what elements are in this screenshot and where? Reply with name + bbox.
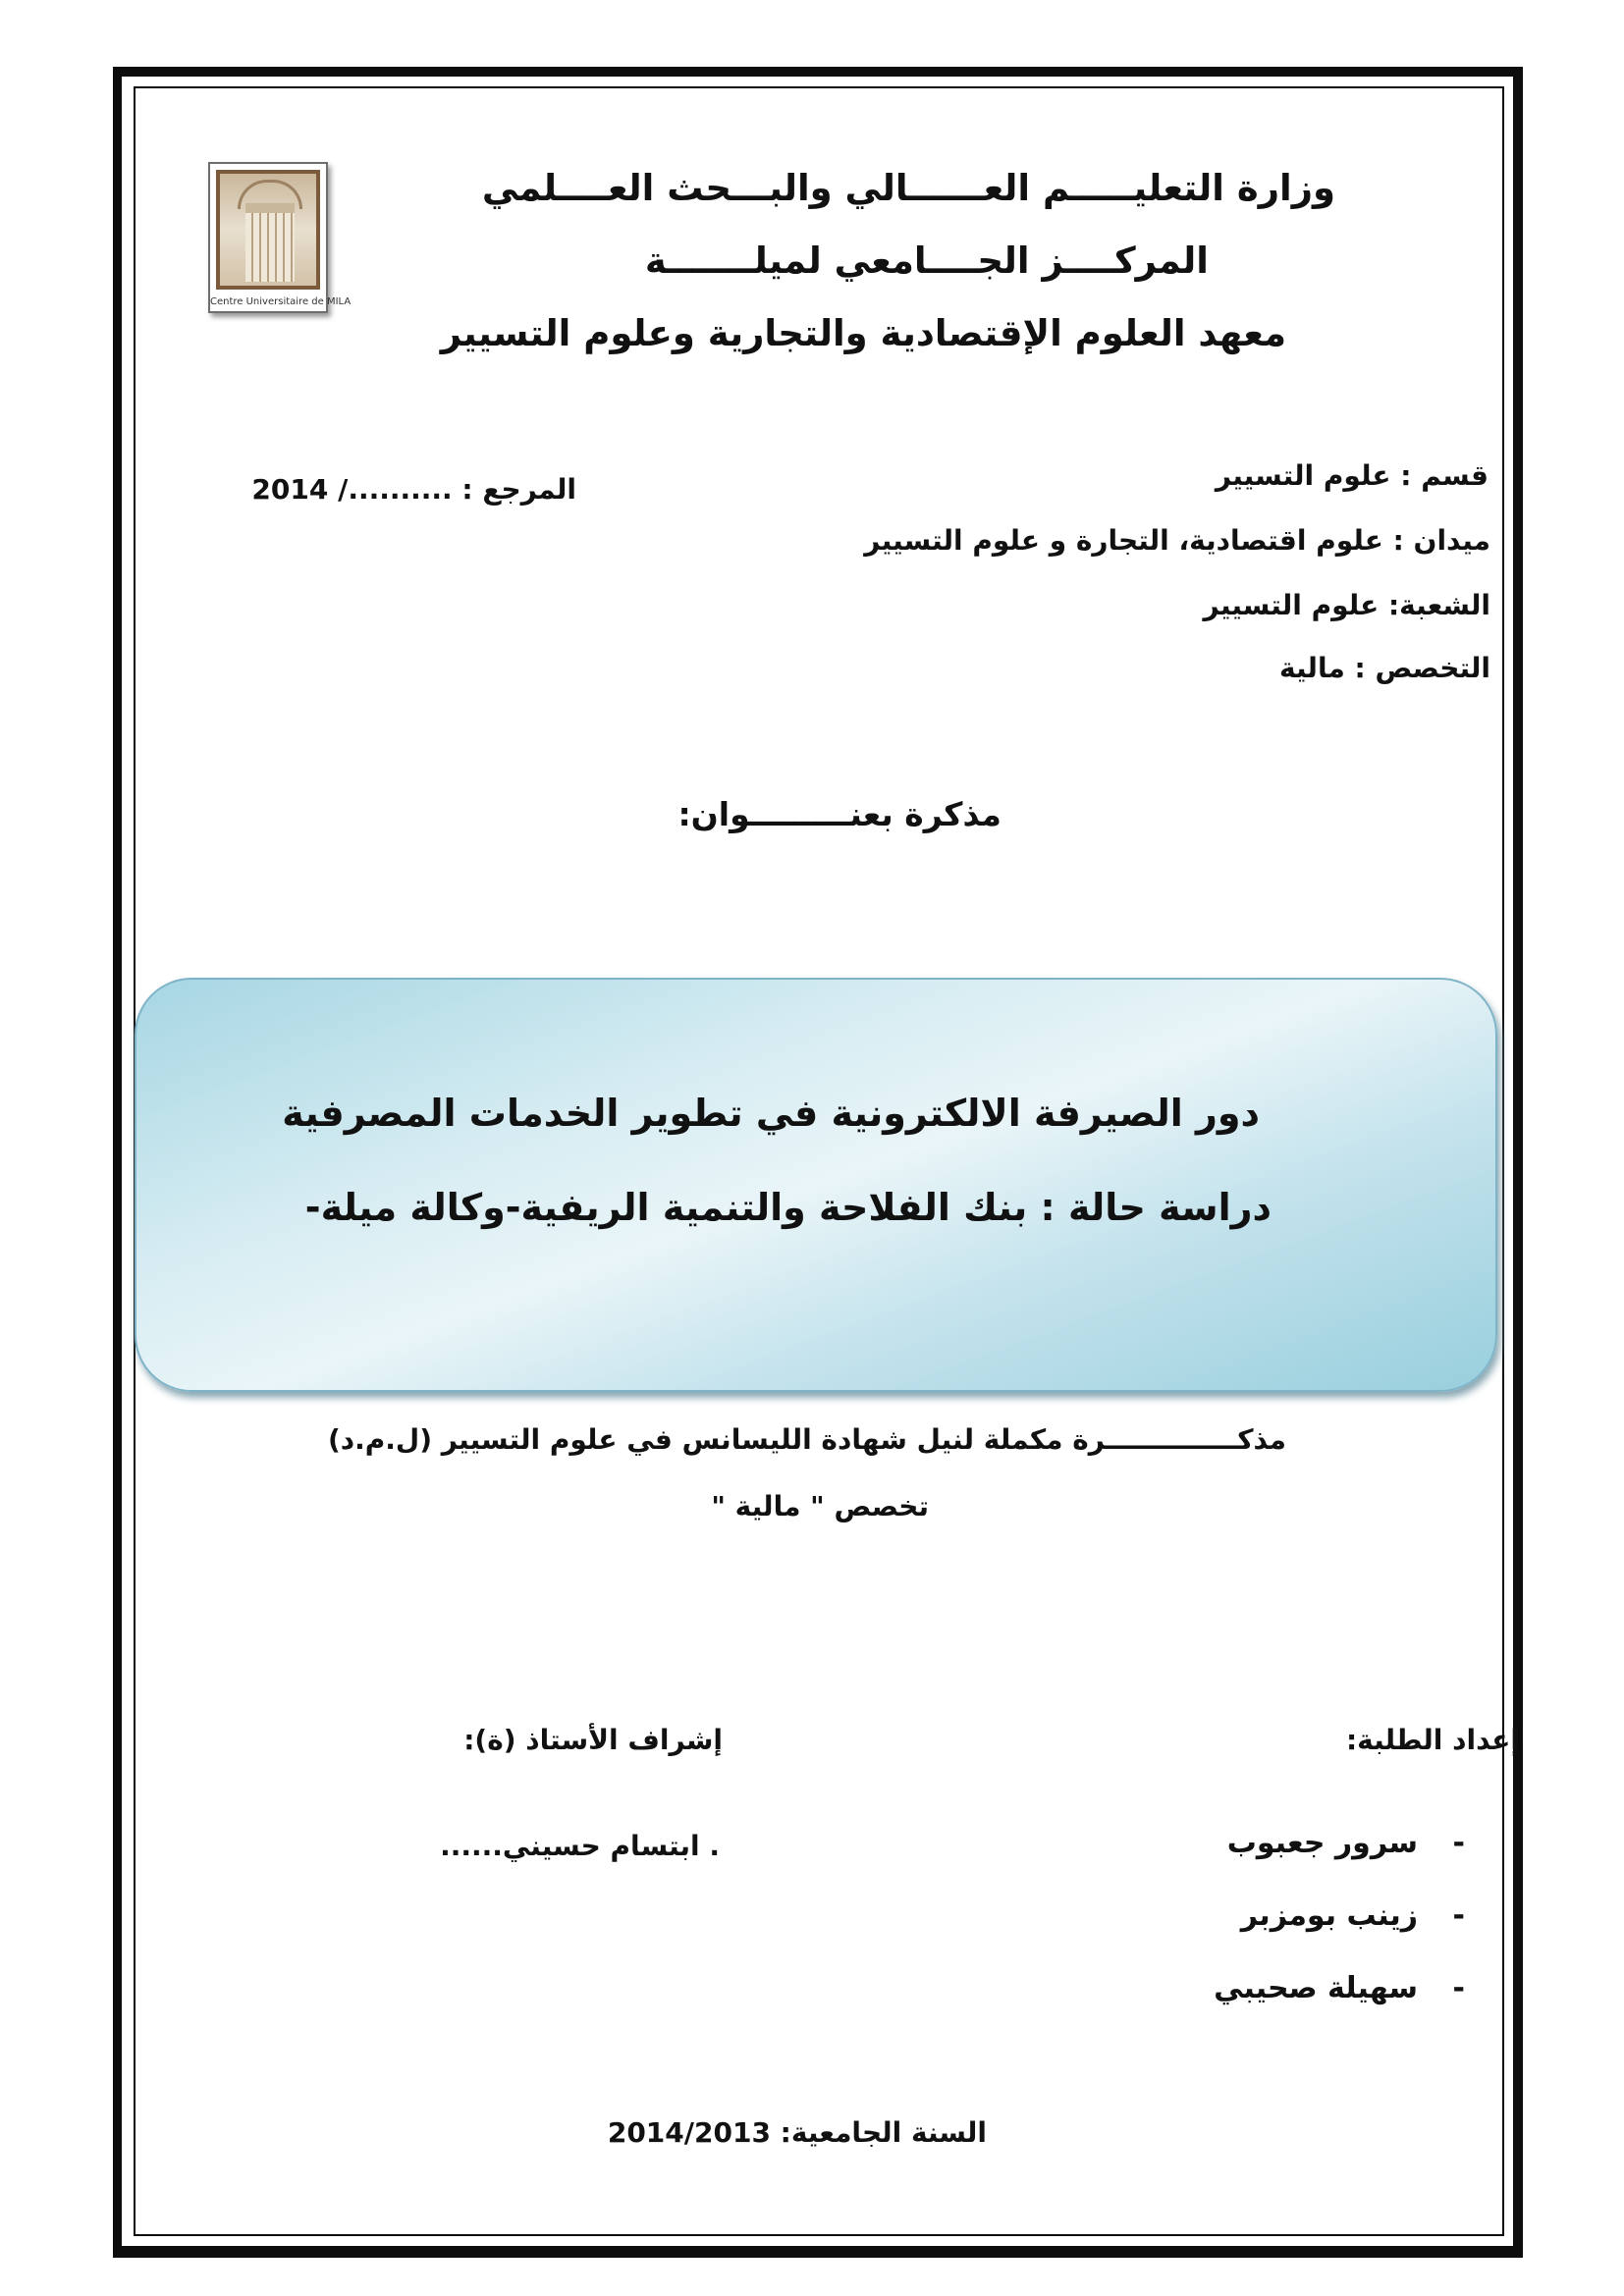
degree-line: مذكــــــــــــــرة مكملة لنيل شهادة الليسانس في علوم التسيير (ل.م.د) xyxy=(327,1423,1286,1456)
student-bullet: - xyxy=(1452,1898,1465,1933)
degree-specialty-line: تخصص " مالية " xyxy=(711,1490,929,1522)
supervisor-name: . ابتسام حسيني...... xyxy=(440,1830,720,1862)
institute-title: معهد العلوم الإقتصادية والتجارية وعلوم التسيير xyxy=(440,312,1286,354)
student-bullet: - xyxy=(1452,1826,1465,1860)
student-bullet: - xyxy=(1452,1971,1465,2005)
student-name: سهيلة صحيبي xyxy=(1214,1971,1418,2005)
memo-heading: مذكرة بعنـــــــــوان: xyxy=(677,795,1001,833)
logo-building-shape xyxy=(245,203,295,282)
university-center-title: المركــــز الجــــامعي لميلـــــــة xyxy=(644,240,1209,282)
supervisor-heading: إشراف الأستاذ (ة): xyxy=(463,1724,723,1756)
department-line: قسم : علوم التسيير xyxy=(1215,459,1489,492)
student-name: زينب بومزبر xyxy=(1240,1898,1418,1933)
thesis-title-line1: دور الصيرفة الالكترونية في تطوير الخدمات المصرفية xyxy=(282,1092,1260,1135)
title-box xyxy=(135,978,1497,1392)
thesis-title-line2: دراسة حالة : بنك الفلاحة والتنمية الريفية-وكالة ميلة- xyxy=(304,1186,1272,1229)
student-name: سرور جعبوب xyxy=(1226,1826,1418,1860)
logo-picture xyxy=(216,170,320,290)
logo-caption: Centre Universitaire de MILA xyxy=(210,296,352,307)
ministry-title: وزارة التعليـــــم العــــــالي والبـــحث العــــلمي xyxy=(481,167,1335,209)
academic-year: السنة الجامعية: 2014/2013 xyxy=(607,2116,987,2149)
reference-number: المرجع : ........../ 2014 xyxy=(251,473,576,506)
students-heading: إعداد الطلبة: xyxy=(1345,1724,1520,1756)
field-line: ميدان : علوم اقتصادية، التجارة و علوم التسيير xyxy=(864,524,1490,557)
university-logo-icon xyxy=(208,162,352,313)
specialty-line: التخصص : مالية xyxy=(1279,652,1490,684)
branch-line: الشعبة: علوم التسيير xyxy=(1203,589,1490,621)
